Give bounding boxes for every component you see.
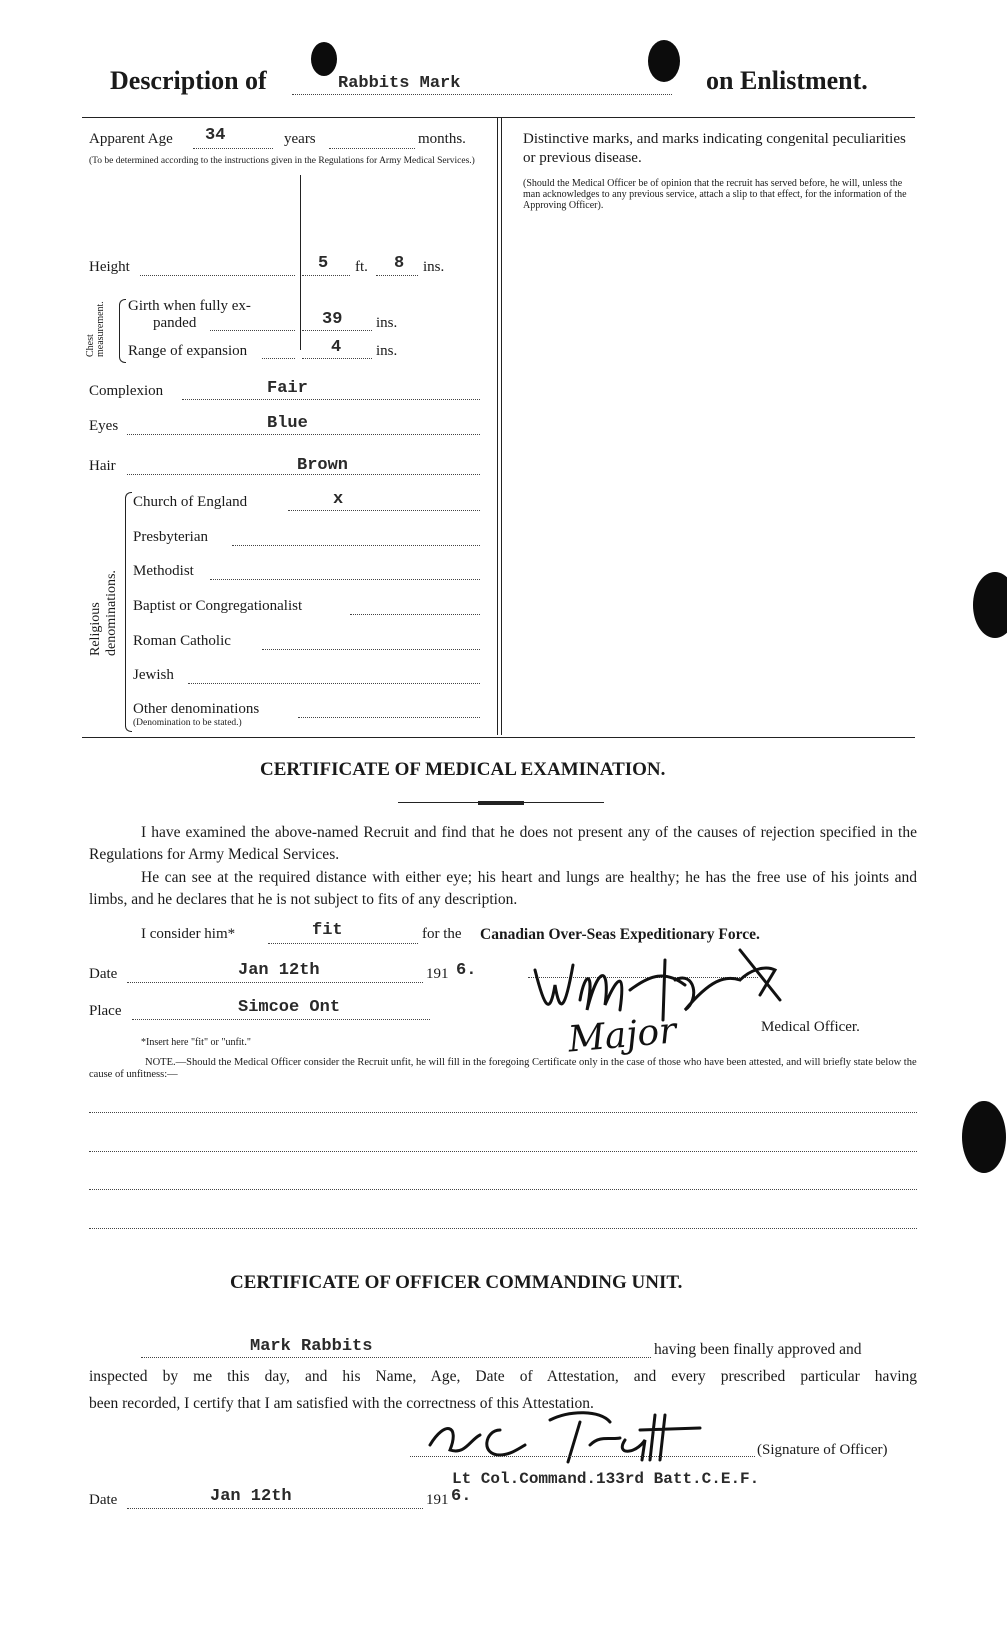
unfitness-line-3	[89, 1189, 917, 1190]
range-label: Range of expansion	[128, 343, 248, 359]
commanding-date-label: Date	[89, 1492, 118, 1508]
place-label: Place	[89, 1003, 122, 1019]
place-line	[132, 1019, 430, 1020]
age-note: (To be determined according to the instructions given in the Regulations for Army Medical Services.)	[89, 156, 475, 166]
height-in-value: 8	[394, 254, 405, 273]
range-value-line	[302, 358, 372, 359]
religion-brace	[125, 492, 132, 732]
medical-date-line	[127, 982, 423, 983]
force-name: Canadian Over-Seas Expeditionary Force.	[480, 926, 760, 943]
commanding-year-suffix: 6.	[451, 1487, 472, 1506]
for-the-label: for the	[422, 926, 462, 942]
medical-heading-underline-bar	[478, 801, 524, 805]
unfitness-line-1	[89, 1112, 917, 1113]
medical-paragraph-2: He can see at the required distance with either eye; his heart and lungs are healthy; he has the free use of his joints and limbs, and he declares that he is not subject to fits of any description.	[89, 869, 917, 908]
chest-measurement-label: Chest measurement.	[85, 301, 106, 357]
years-label: years	[284, 131, 316, 147]
religion-label-church-of-england: Church of England	[133, 494, 248, 510]
religion-label-other: Other denominations	[133, 701, 260, 717]
medical-officer-label: Medical Officer.	[761, 1019, 860, 1035]
height-line	[140, 275, 295, 276]
column-divider-left	[497, 118, 498, 735]
religion-label-roman-catholic: Roman Catholic	[133, 633, 231, 649]
recruit-name: Mark Rabbits	[250, 1337, 373, 1356]
commanding-line3: been recorded, I certify that I am satisfied with the correctness of this Attestation.	[89, 1395, 594, 1412]
religion-label-presbyterian: Presbyterian	[133, 529, 208, 545]
ink-blot-top-left	[311, 42, 337, 76]
girth-value: 39	[322, 310, 343, 329]
medical-note: NOTE.—Should the Medical Officer consider the Recruit unfit, he will fill in the foregoing Certificate only in the case of those who have been attested, and will briefly state below the cause of unfitness:—	[89, 1057, 917, 1080]
religion-line	[298, 717, 480, 718]
religion-line	[210, 579, 480, 580]
age-label: Apparent Age	[89, 131, 173, 147]
medical-paragraph-1: I have examined the above-named Recruit and find that he does not present any of the causes of rejection specified in the Regulations for Army Medical Services.	[89, 824, 917, 863]
religion-line	[288, 510, 480, 511]
height-ft-line	[302, 275, 350, 276]
unfitness-line-2	[89, 1151, 917, 1152]
girth-label-line1: Girth when fully ex-	[128, 298, 251, 314]
height-in-line	[376, 275, 418, 276]
complexion-label: Complexion	[89, 383, 164, 399]
religion-line	[262, 649, 480, 650]
officer-signature-line	[410, 1456, 755, 1457]
unfitness-line-4	[89, 1228, 917, 1229]
religion-label-methodist: Methodist	[133, 563, 194, 579]
religion-line	[350, 614, 480, 615]
months-line	[329, 148, 415, 149]
recruit-name-line	[141, 1357, 651, 1358]
religion-label-jewish: Jewish	[133, 667, 174, 683]
header-title-right: on Enlistment.	[706, 66, 868, 95]
range-value: 4	[331, 338, 342, 357]
denomination-note: (Denomination to be stated.)	[133, 718, 242, 728]
religion-line	[188, 683, 480, 684]
commanding-date-value: Jan 12th	[210, 1487, 292, 1506]
eyes-line	[127, 434, 480, 435]
age-value: 34	[205, 126, 226, 145]
ink-blot-right-lower	[962, 1101, 1006, 1173]
girth-value-line	[302, 330, 372, 331]
commanding-date-line	[127, 1508, 423, 1509]
complexion-value: Fair	[267, 379, 308, 398]
complexion-line	[182, 399, 480, 400]
religion-mark-church-of-england: x	[333, 490, 344, 509]
description-bottom-rule	[82, 737, 915, 738]
signature-rank: Major	[566, 1010, 678, 1061]
column-divider-right	[501, 118, 502, 735]
range-lead-line	[262, 358, 295, 359]
place-value: Simcoe Ont	[238, 998, 341, 1017]
header-title-left: Description of	[110, 66, 267, 95]
commanding-line1-tail: having been finally approved and	[654, 1341, 862, 1358]
ins-label-height: ins.	[423, 259, 445, 275]
ft-label: ft.	[355, 259, 368, 275]
commanding-heading: CERTIFICATE OF OFFICER COMMANDING UNIT.	[230, 1272, 683, 1293]
religion-label-baptist: Baptist or Congregationalist	[133, 598, 303, 614]
eyes-label: Eyes	[89, 418, 119, 434]
header-rule	[82, 117, 915, 118]
ink-blot-right-upper	[973, 572, 1007, 638]
commanding-officer-title: Lt Col.Command.133rd Batt.C.E.F.	[452, 1470, 760, 1488]
months-label: months.	[418, 131, 466, 147]
commanding-officer-signature	[410, 1400, 740, 1470]
recruit-name-header: Rabbits Mark	[338, 74, 461, 93]
religion-line	[232, 545, 480, 546]
ins-label-range: ins.	[376, 343, 398, 359]
girth-label-line2: panded	[153, 315, 197, 331]
ins-label-girth: ins.	[376, 315, 398, 331]
medical-heading: CERTIFICATE OF MEDICAL EXAMINATION.	[260, 759, 666, 780]
fitness-value: fit	[312, 921, 343, 940]
hair-value: Brown	[297, 456, 349, 475]
medical-date-value: Jan 12th	[238, 961, 320, 980]
description-inner-divider	[300, 175, 301, 350]
chest-brace	[119, 299, 126, 363]
consider-label: I consider him*	[141, 926, 236, 942]
header-name-line	[292, 94, 672, 95]
distinctive-marks-label: Distinctive marks, and marks indicating congenital peculiarities or previous disease.	[523, 131, 906, 166]
height-label: Height	[89, 259, 130, 275]
height-ft-value: 5	[318, 254, 329, 273]
girth-lead-line	[210, 330, 295, 331]
commanding-line2: inspected by me this day, and his Name, Age, Date of Attestation, and every prescribed particular having	[89, 1368, 917, 1385]
distinctive-marks-note: (Should the Medical Officer be of opinion that the recruit has served before, he will, unless the man acknowledges to any previous service, attach a slip to that effect, for the information of the Approving Officer).	[523, 178, 907, 211]
age-line	[193, 148, 273, 149]
insert-note: *Insert here "fit" or "unfit."	[141, 1037, 251, 1048]
medical-year-suffix: 6.	[456, 961, 477, 980]
commanding-year-prefix: 191	[426, 1492, 449, 1508]
signature-of-officer-label: (Signature of Officer)	[757, 1442, 888, 1458]
medical-year-prefix: 191	[426, 966, 449, 982]
hair-label: Hair	[89, 458, 116, 474]
ink-blot-top-right	[648, 40, 680, 82]
medical-date-label: Date	[89, 966, 118, 982]
fitness-line	[268, 943, 418, 944]
eyes-value: Blue	[267, 414, 308, 433]
religion-heading: Religious denominations.	[88, 570, 119, 656]
